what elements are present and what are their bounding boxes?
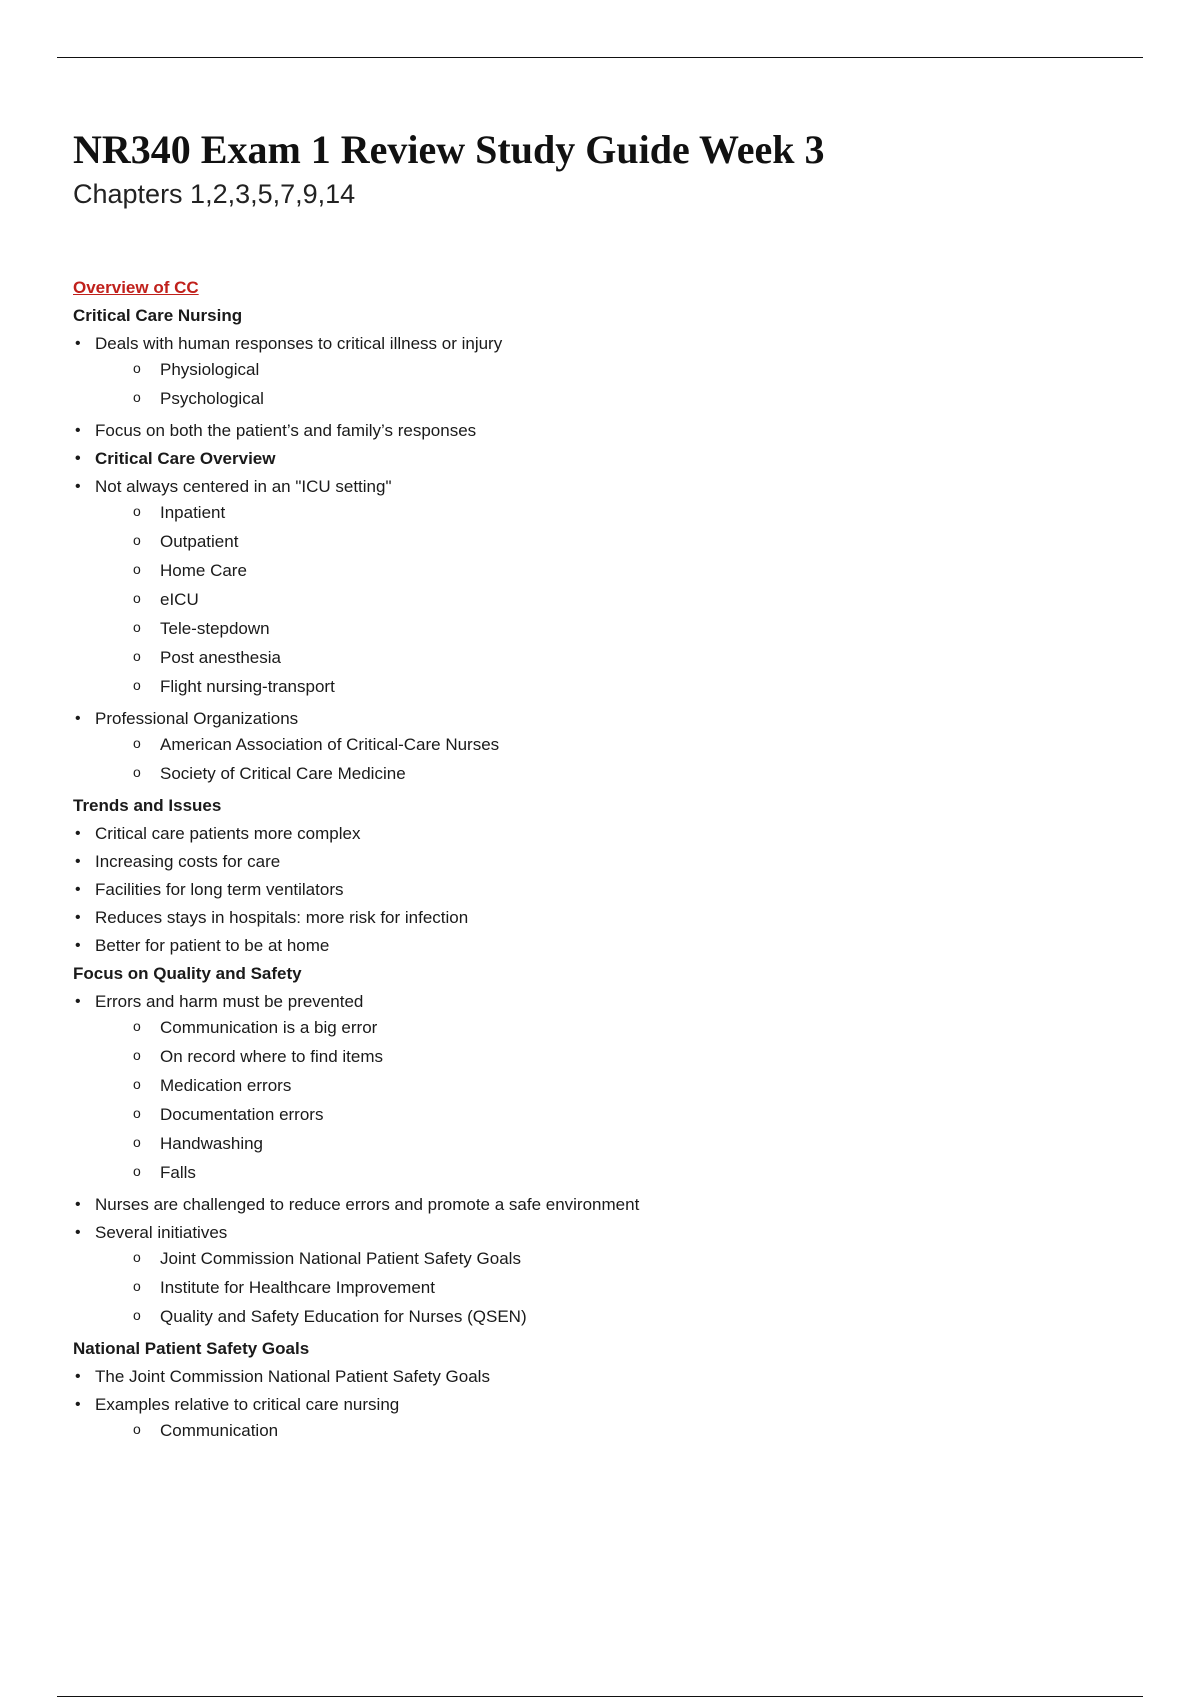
sub-list-item: o Quality and Safety Education for Nurses (QSEN)	[95, 1302, 1133, 1331]
list-item	[73, 904, 1133, 932]
list-item	[73, 848, 1133, 876]
sub-list-item: o American Association of Critical-Care Nurses	[95, 730, 1133, 759]
sub-list-item: o Documentation errors	[95, 1100, 1133, 1129]
sub-bullet-list	[95, 1244, 1133, 1331]
list-item	[73, 932, 1133, 960]
sub-list-item: o Tele-stepdown	[95, 614, 1133, 643]
list-item	[73, 330, 1133, 413]
bullet-list	[73, 330, 1133, 788]
list-item-text: The Joint Commission National Patient Safety Goals	[95, 1367, 490, 1386]
list-item-text: Deals with human responses to critical illness or injury	[95, 334, 503, 353]
list-item	[73, 988, 1133, 1187]
bottom-rule	[57, 1696, 1143, 1697]
list-item	[73, 1191, 1133, 1219]
sub-list-item: o Inpatient	[95, 498, 1133, 527]
sub-bullet-list	[95, 730, 1133, 788]
sub-bullet-list	[95, 498, 1133, 701]
sub-list-item: o Medication errors	[95, 1071, 1133, 1100]
list-item-text: Examples relative to critical care nursing	[95, 1395, 400, 1414]
sub-list-item: o Flight nursing-transport	[95, 672, 1133, 701]
sub-list-item: o Institute for Healthcare Improvement	[95, 1273, 1133, 1302]
list-item-text: Facilities for long term ventilators	[95, 880, 344, 899]
sub-list-item: o Post anesthesia	[95, 643, 1133, 672]
list-item	[73, 876, 1133, 904]
list-item-text: Not always centered in an "ICU setting"	[95, 477, 392, 496]
list-item	[73, 1219, 1133, 1331]
sub-bullet-list	[95, 1013, 1133, 1187]
list-item-text: Critical Care Overview	[95, 449, 276, 468]
sub-list-item: o Psychological	[95, 384, 1133, 413]
list-item-text: Increasing costs for care	[95, 852, 281, 871]
sub-list-item: o Falls	[95, 1158, 1133, 1187]
list-item-text: Errors and harm must be prevented	[95, 992, 364, 1011]
sub-list-item: o Physiological	[95, 355, 1133, 384]
document-subtitle: Chapters 1,2,3,5,7,9,14	[73, 179, 356, 209]
list-item-text: Focus on both the patient’s and family’s responses	[95, 421, 477, 440]
list-item-text: Several initiatives	[95, 1223, 228, 1242]
list-item	[73, 820, 1133, 848]
bullet-list	[73, 1363, 1133, 1445]
sub-list-item: o Outpatient	[95, 527, 1133, 556]
list-item	[73, 473, 1133, 701]
sub-list-item: o eICU	[95, 585, 1133, 614]
sub-list-item: o Society of Critical Care Medicine	[95, 759, 1133, 788]
document-title: NR340 Exam 1 Review Study Guide Week 3	[73, 127, 825, 172]
bullet-list	[73, 988, 1133, 1331]
list-item-text: Better for patient to be at home	[95, 936, 330, 955]
list-item-text: Nurses are challenged to reduce errors and promote a safe environment	[95, 1195, 640, 1214]
list-item	[73, 705, 1133, 788]
sub-list-item: o Handwashing	[95, 1129, 1133, 1158]
section-heading: Critical Care Nursing	[73, 306, 243, 325]
sub-bullet-list	[95, 1416, 1133, 1445]
sub-list-item: o On record where to find items	[95, 1042, 1133, 1071]
list-item	[73, 417, 1133, 445]
sub-list-item: o Communication	[95, 1416, 1133, 1445]
overview-link[interactable]: Overview of CC	[73, 278, 199, 297]
list-item	[73, 1363, 1133, 1391]
list-item-text: Professional Organizations	[95, 709, 299, 728]
list-item-text: Reduces stays in hospitals: more risk for infection	[95, 908, 469, 927]
section-heading: Focus on Quality and Safety	[73, 964, 302, 983]
sub-list-item: o Communication is a big error	[95, 1013, 1133, 1042]
top-rule	[57, 57, 1143, 58]
sub-list-item: o Home Care	[95, 556, 1133, 585]
sub-bullet-list	[95, 355, 1133, 413]
bullet-list	[73, 820, 1133, 960]
list-item	[73, 445, 1133, 473]
sub-list-item: o Joint Commission National Patient Safety Goals	[95, 1244, 1133, 1273]
document-body	[73, 274, 1133, 1449]
section-heading: National Patient Safety Goals	[73, 1339, 310, 1358]
section-heading: Trends and Issues	[73, 796, 222, 815]
list-item-text: Critical care patients more complex	[95, 824, 361, 843]
list-item	[73, 1391, 1133, 1445]
